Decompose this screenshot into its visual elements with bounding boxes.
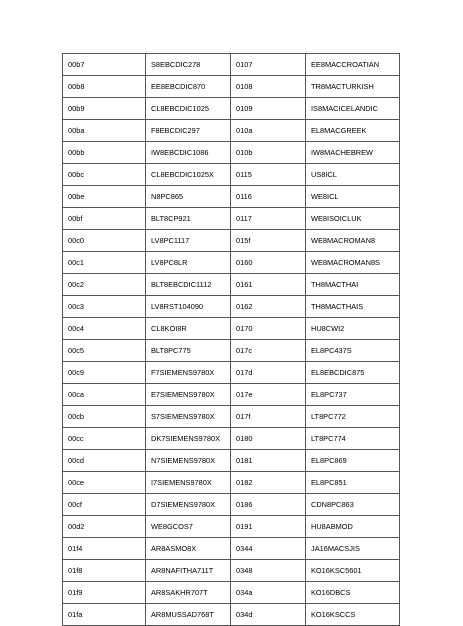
- table-row: [63, 274, 400, 296]
- charset-id-cell: 015f: [231, 230, 306, 252]
- charset-id-cell: 00c3: [63, 296, 146, 318]
- charset-name-cell: LV8PC1117: [146, 230, 231, 252]
- charset-id-cell: 0115: [231, 164, 306, 186]
- charset-id-cell: 034a: [231, 582, 306, 604]
- charset-id-cell: 017f: [231, 406, 306, 428]
- charset-name-cell: WE8ICL: [306, 186, 400, 208]
- charset-name-cell: IW8MACHEBREW: [306, 142, 400, 164]
- charset-name-cell: LT8PC772: [306, 406, 400, 428]
- charset-name-cell: AR8MUSSAD768T: [146, 604, 231, 626]
- charset-name-cell: F7SIEMENS9780X: [146, 362, 231, 384]
- charset-id-cell: 0182: [231, 472, 306, 494]
- table-row: [63, 186, 400, 208]
- charset-id-cell: 0170: [231, 318, 306, 340]
- charset-name-cell: S8EBCDIC278: [146, 54, 231, 76]
- charset-name-cell: D7SIEMENS9780X: [146, 494, 231, 516]
- charset-id-cell: 00be: [63, 186, 146, 208]
- table-row: [63, 516, 400, 538]
- table-row: [63, 142, 400, 164]
- table-row: [63, 120, 400, 142]
- charset-id-cell: 0181: [231, 450, 306, 472]
- table-row: [63, 582, 400, 604]
- charset-id-cell: 00b9: [63, 98, 146, 120]
- charset-id-cell: 0180: [231, 428, 306, 450]
- charset-id-cell: 0160: [231, 252, 306, 274]
- charset-name-cell: IS8MACICELANDIC: [306, 98, 400, 120]
- charset-id-cell: 00cf: [63, 494, 146, 516]
- charset-name-cell: LT8PC774: [306, 428, 400, 450]
- charset-name-cell: N7SIEMENS9780X: [146, 450, 231, 472]
- charset-id-cell: 00c9: [63, 362, 146, 384]
- table-row: [63, 296, 400, 318]
- charset-name-cell: KO16KSC5601: [306, 560, 400, 582]
- table-row: [63, 164, 400, 186]
- table-row: [63, 76, 400, 98]
- charset-id-cell: 01f9: [63, 582, 146, 604]
- charset-name-cell: LV8RST104090: [146, 296, 231, 318]
- charset-name-cell: EL8PC737: [306, 384, 400, 406]
- table-row: [63, 406, 400, 428]
- charset-id-cell: 0161: [231, 274, 306, 296]
- charset-name-cell: EL8PC851: [306, 472, 400, 494]
- charset-id-cell: 0348: [231, 560, 306, 582]
- charset-name-cell: N8PC865: [146, 186, 231, 208]
- charset-id-cell: 0108: [231, 76, 306, 98]
- charset-name-cell: EL8MACGREEK: [306, 120, 400, 142]
- charset-id-cell: 00bb: [63, 142, 146, 164]
- table-row: [63, 560, 400, 582]
- charset-name-cell: CL8KOI8R: [146, 318, 231, 340]
- charset-name-cell: S7SIEMENS9780X: [146, 406, 231, 428]
- charset-id-cell: 010a: [231, 120, 306, 142]
- charset-name-cell: HU8CWI2: [306, 318, 400, 340]
- charset-id-cell: 010b: [231, 142, 306, 164]
- table-row: [63, 428, 400, 450]
- charset-name-cell: WE8MACROMAN8S: [306, 252, 400, 274]
- table-row: [63, 604, 400, 626]
- charset-id-cell: 00cb: [63, 406, 146, 428]
- charset-name-cell: WE8ISOICLUK: [306, 208, 400, 230]
- charset-name-cell: CL8EBCDIC1025X: [146, 164, 231, 186]
- charset-name-cell: I7SIEMENS9780X: [146, 472, 231, 494]
- table-row: [63, 340, 400, 362]
- charset-name-cell: EL8EBCDIC875: [306, 362, 400, 384]
- charset-name-cell: EE8EBCDIC870: [146, 76, 231, 98]
- charset-name-cell: AR8SAKHR707T: [146, 582, 231, 604]
- charset-name-cell: BLT8EBCDIC1112: [146, 274, 231, 296]
- charset-name-cell: AR8NAFITHA711T: [146, 560, 231, 582]
- charset-name-cell: EL8PC437S: [306, 340, 400, 362]
- charset-name-cell: HU8ABMOD: [306, 516, 400, 538]
- charset-id-cell: 0344: [231, 538, 306, 560]
- charset-id-cell: 017d: [231, 362, 306, 384]
- charset-id-cell: 00d2: [63, 516, 146, 538]
- charset-id-cell: 00c4: [63, 318, 146, 340]
- charset-id-cell: 017c: [231, 340, 306, 362]
- charset-name-cell: WE8MACROMAN8: [306, 230, 400, 252]
- charset-id-cell: 00c0: [63, 230, 146, 252]
- charset-id-cell: 0116: [231, 186, 306, 208]
- table-row: [63, 54, 400, 76]
- charset-name-cell: EL8PC869: [306, 450, 400, 472]
- table-row: [63, 538, 400, 560]
- charset-name-cell: LV8PC8LR: [146, 252, 231, 274]
- table-row: [63, 230, 400, 252]
- table-row: [63, 98, 400, 120]
- charset-id-cell: 00bc: [63, 164, 146, 186]
- charset-id-cell: 00b8: [63, 76, 146, 98]
- table-row: [63, 362, 400, 384]
- charset-id-cell: 01f4: [63, 538, 146, 560]
- charset-name-cell: DK7SIEMENS9780X: [146, 428, 231, 450]
- charset-name-cell: CL8EBCDIC1025: [146, 98, 231, 120]
- charset-name-cell: TH8MACTHAI: [306, 274, 400, 296]
- charset-name-cell: IW8EBCDIC1086: [146, 142, 231, 164]
- charset-id-cell: 034d: [231, 604, 306, 626]
- charset-id-cell: 00ce: [63, 472, 146, 494]
- charset-name-cell: F8EBCDIC297: [146, 120, 231, 142]
- charset-id-cell: 00ca: [63, 384, 146, 406]
- charset-id-cell: 00cc: [63, 428, 146, 450]
- table-row: [63, 472, 400, 494]
- charset-name-cell: US8ICL: [306, 164, 400, 186]
- charset-id-cell: 00c2: [63, 274, 146, 296]
- table-body: [63, 54, 400, 626]
- charset-name-cell: BLT8CP921: [146, 208, 231, 230]
- charset-name-cell: CDN8PC863: [306, 494, 400, 516]
- table-row: [63, 208, 400, 230]
- charset-name-cell: EE8MACCROATIAN: [306, 54, 400, 76]
- charset-name-cell: E7SIEMENS9780X: [146, 384, 231, 406]
- charset-name-cell: AR8ASMO8X: [146, 538, 231, 560]
- charset-name-cell: BLT8PC775: [146, 340, 231, 362]
- charset-id-cell: 00b7: [63, 54, 146, 76]
- charset-id-cell: 00cd: [63, 450, 146, 472]
- charset-name-cell: KO16DBCS: [306, 582, 400, 604]
- table-row: [63, 318, 400, 340]
- charset-id-table: [62, 53, 400, 626]
- charset-name-cell: TR8MACTURKISH: [306, 76, 400, 98]
- table-row: [63, 384, 400, 406]
- charset-id-cell: 0191: [231, 516, 306, 538]
- charset-id-cell: 0162: [231, 296, 306, 318]
- charset-name-cell: TH8MACTHAIS: [306, 296, 400, 318]
- charset-name-cell: KO16KSCCS: [306, 604, 400, 626]
- charset-id-cell: 00c5: [63, 340, 146, 362]
- charset-id-cell: 0109: [231, 98, 306, 120]
- charset-name-cell: WE8GCOS7: [146, 516, 231, 538]
- charset-id-cell: 0107: [231, 54, 306, 76]
- charset-id-cell: 00bf: [63, 208, 146, 230]
- charset-name-cell: JA16MACSJIS: [306, 538, 400, 560]
- charset-id-cell: 00ba: [63, 120, 146, 142]
- charset-id-cell: 01fa: [63, 604, 146, 626]
- table-row: [63, 450, 400, 472]
- charset-id-cell: 0186: [231, 494, 306, 516]
- charset-id-cell: 00c1: [63, 252, 146, 274]
- charset-id-cell: 0117: [231, 208, 306, 230]
- table-row: [63, 494, 400, 516]
- table-row: [63, 252, 400, 274]
- charset-id-cell: 01f8: [63, 560, 146, 582]
- charset-id-cell: 017e: [231, 384, 306, 406]
